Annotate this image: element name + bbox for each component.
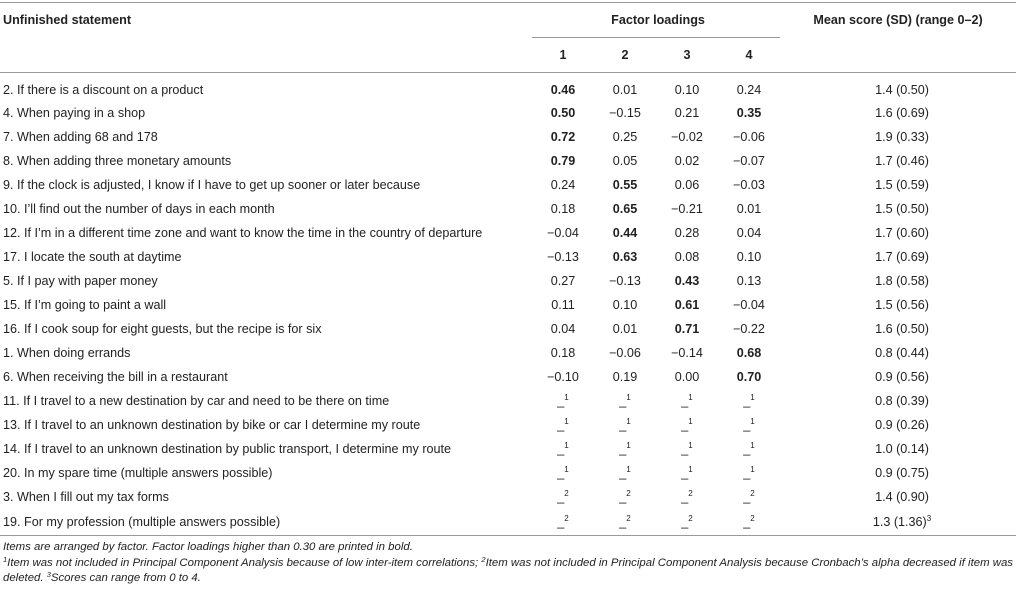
factor-2-loading-cell: _$^2$: [619, 489, 631, 504]
factor-4-loading-cell: −0.07: [733, 154, 765, 168]
factor-2-loading-cell: _$^1$: [619, 441, 631, 456]
factor-3-loading-cell: 0.02: [674, 154, 700, 168]
table-row: [0, 125, 1016, 149]
mean-score-cell: 1.6 (0.69): [875, 106, 929, 120]
statement-cell: 12. If I’m in a different time zone and want to know the time in the country of departure: [3, 226, 483, 240]
factor-2-loading-cell: −0.06: [609, 346, 641, 360]
factor-4-loading-cell: 0.04: [736, 226, 762, 240]
factor-1-loading-cell: 0.18: [550, 202, 576, 216]
factor-3-loading-cell: 0.71: [674, 322, 700, 336]
statement-cell: 5. If I pay with paper money: [3, 274, 158, 288]
factor-1-loading-cell: _$^1$: [557, 417, 569, 432]
statement-cell: 17. I locate the south at daytime: [3, 250, 182, 264]
footnote-items: $^1$Item was not included in Principal Component Analysis because of low inter-item correlations; $^2$Item was not included in Principal Component Analysis because Cronbach’s alpha decreased if item was deleted. $^3$Scores can range from 0 to 4.: [3, 554, 1013, 584]
statement-column-header: Unfinished statement: [0, 3, 532, 38]
factor-1-loading-cell: 0.11: [551, 298, 575, 312]
factor-3-loading-cell: 0.10: [674, 83, 700, 97]
factor-1-loading-cell: _$^1$: [557, 441, 569, 456]
footnote-arrangement: Items are arranged by factor. Factor loadings higher than 0.30 are printed in bold.: [3, 541, 413, 553]
mean-score-cell: 1.9 (0.33): [875, 130, 929, 144]
factor-3-loading-cell: _$^1$: [681, 441, 693, 456]
factor-3-loading-cell: 0.00: [674, 370, 700, 384]
factor-4-loading-cell: _$^2$: [718, 509, 780, 536]
factor-loadings-header: Factor loadings: [532, 3, 780, 38]
statement-cell: 10. I’ll find out the number of days in each month: [3, 202, 275, 216]
statement-cell: 2. If there is a discount on a product: [3, 83, 204, 97]
mean-score-cell: 1.4 (0.90): [875, 490, 929, 504]
statement-cell: 7. When adding 68 and 178: [3, 130, 158, 144]
factor-4-loading-cell: −0.04: [733, 298, 765, 312]
table-row: [0, 245, 1016, 269]
table-row: [0, 413, 1016, 437]
statement-cell: 4. When paying in a shop: [3, 106, 146, 120]
factor-4-loading-cell: _$^1$: [743, 417, 755, 432]
statement-cell: 16. If I cook soup for eight guests, but the recipe is for six: [3, 322, 322, 336]
factor-4-loading-cell: −0.06: [733, 130, 765, 144]
table-row: [0, 101, 1016, 125]
table-row: [0, 293, 1016, 317]
factor-2-loading-cell: 0.25: [612, 130, 638, 144]
factor-3-header: 3: [656, 38, 718, 73]
factor-3-loading-cell: _$^2$: [656, 509, 718, 536]
factor-3-loading-cell: −0.02: [671, 130, 703, 144]
table-row: [0, 269, 1016, 293]
factor-1-loading-cell: 0.27: [550, 274, 576, 288]
statement-cell: 11. If I travel to a new destination by car and need to be there on time: [3, 394, 390, 408]
mean-score-cell: 1.8 (0.58): [875, 274, 929, 288]
table-row: [0, 389, 1016, 413]
statement-cell: 9. If the clock is adjusted, I know if I have to get up sooner or later because: [3, 178, 421, 192]
factor-2-loading-cell: −0.15: [609, 106, 641, 120]
factor-3-loading-cell: 0.28: [674, 226, 700, 240]
factor-1-loading-cell: −0.04: [547, 226, 579, 240]
factor-1-loading-cell: −0.13: [547, 250, 579, 264]
factor-4-loading-cell: 0.35: [736, 106, 762, 120]
factor-3-loading-cell: 0.08: [674, 250, 700, 264]
mean-score-cell: 1.7 (0.69): [875, 250, 929, 264]
mean-score-cell: 1.4 (0.50): [875, 83, 929, 97]
factor-4-loading-cell: 0.13: [736, 274, 762, 288]
mean-score-column-header: Mean score (SD) (range 0–2): [780, 3, 1016, 38]
mean-score-cell: 0.9 (0.75): [875, 466, 929, 480]
factor-2-loading-cell: _$^1$: [619, 393, 631, 408]
factor-1-loading-cell: −0.10: [547, 370, 579, 384]
factor-2-loading-cell: 0.63: [612, 250, 638, 264]
factor-1-loading-cell: 0.24: [550, 178, 576, 192]
factor-2-loading-cell: 0.01: [612, 83, 638, 97]
table-row: [0, 173, 1016, 197]
statement-cell: 1. When doing errands: [3, 346, 131, 360]
factor-2-loading-cell: _$^1$: [619, 465, 631, 480]
table-body: [0, 73, 1016, 536]
table-row: [0, 197, 1016, 221]
factor-loadings-table: [0, 2, 1016, 536]
mean-score-cell: 0.8 (0.39): [875, 394, 929, 408]
header-spacer: [0, 38, 532, 73]
factor-4-loading-cell: 0.68: [736, 346, 762, 360]
mean-score-cell: 1.5 (0.50): [875, 202, 929, 216]
factor-2-loading-cell: 0.19: [612, 370, 638, 384]
statement-cell: 8. When adding three monetary amounts: [3, 154, 232, 168]
mean-score-cell: 0.9 (0.56): [875, 370, 929, 384]
factor-3-loading-cell: 0.21: [674, 106, 700, 120]
header-spacer: [780, 38, 1016, 73]
table-row: [0, 341, 1016, 365]
factor-1-loading-cell: 0.18: [550, 346, 576, 360]
factor-3-loading-cell: _$^1$: [681, 417, 693, 432]
factor-4-loading-cell: −0.03: [733, 178, 765, 192]
factor-1-loading-cell: _$^2$: [532, 509, 594, 536]
statement-cell: 13. If I travel to an unknown destination by bike or car I determine my route: [3, 418, 421, 432]
statement-cell: 3. When I fill out my tax forms: [3, 490, 169, 504]
factor-1-loading-cell: 0.46: [550, 83, 576, 97]
table-row: [0, 485, 1016, 509]
factor-1-loading-cell: _$^1$: [557, 393, 569, 408]
factor-2-loading-cell: −0.13: [609, 274, 641, 288]
factor-1-loading-cell: 0.04: [550, 322, 576, 336]
factor-3-loading-cell: 0.43: [674, 274, 700, 288]
factor-4-loading-cell: _$^1$: [743, 393, 755, 408]
factor-4-loading-cell: 0.24: [736, 83, 762, 97]
factor-2-header: 2: [594, 38, 656, 73]
mean-score-cell: 1.7 (0.46): [875, 154, 929, 168]
factor-2-loading-cell: _$^1$: [619, 417, 631, 432]
factor-4-loading-cell: _$^1$: [743, 441, 755, 456]
table-row: [0, 437, 1016, 461]
mean-score-cell: 1.6 (0.50): [875, 322, 929, 336]
factor-1-loading-cell: 0.79: [550, 154, 576, 168]
factor-2-loading-cell: 0.10: [612, 298, 638, 312]
factor-3-loading-cell: _$^1$: [681, 393, 693, 408]
mean-score-cell: 0.9 (0.26): [875, 418, 929, 432]
factor-4-loading-cell: 0.01: [736, 202, 762, 216]
factor-4-loading-cell: 0.10: [736, 250, 762, 264]
mean-score-cell: 0.8 (0.44): [875, 346, 929, 360]
factor-4-loading-cell: _$^2$: [743, 489, 755, 504]
statement-cell: 15. If I’m going to paint a wall: [3, 298, 167, 312]
table-footnotes: [3, 540, 1013, 587]
table-row: [0, 149, 1016, 173]
factor-2-loading-cell: 0.05: [612, 154, 638, 168]
factor-3-loading-cell: −0.21: [671, 202, 703, 216]
factor-3-loading-cell: 0.06: [674, 178, 700, 192]
factor-4-loading-cell: 0.70: [736, 370, 762, 384]
mean-score-cell: 1.5 (0.56): [875, 298, 929, 312]
factor-3-loading-cell: _$^2$: [681, 489, 693, 504]
factor-4-loading-cell: _$^1$: [743, 465, 755, 480]
factor-1-loading-cell: _$^1$: [557, 465, 569, 480]
factor-1-loading-cell: 0.50: [550, 106, 576, 120]
factor-2-loading-cell: 0.44: [612, 226, 638, 240]
table-row: [0, 317, 1016, 341]
mean-score-cell: 1.7 (0.60): [875, 226, 929, 240]
factor-3-loading-cell: _$^1$: [681, 465, 693, 480]
factor-1-loading-cell: 0.72: [550, 130, 576, 144]
factor-2-loading-cell: 0.01: [612, 322, 638, 336]
factor-3-loading-cell: 0.61: [674, 298, 700, 312]
statement-cell: 6. When receiving the bill in a restaurant: [3, 370, 228, 384]
mean-score-cell: 1.0 (0.14): [875, 442, 929, 456]
statement-cell: 19. For my profession (multiple answers possible): [0, 509, 532, 536]
factor-2-loading-cell: _$^2$: [594, 509, 656, 536]
mean-score-cell: 1.3 $(1.36)^3$: [780, 509, 1016, 536]
table-row: [0, 461, 1016, 485]
table-row: [0, 73, 1016, 102]
table-row: [0, 365, 1016, 389]
factor-1-header: 1: [532, 38, 594, 73]
factor-1-loading-cell: _$^2$: [557, 489, 569, 504]
factor-3-loading-cell: −0.14: [671, 346, 703, 360]
table-row: [0, 509, 1016, 536]
factor-2-loading-cell: 0.55: [612, 178, 638, 192]
statement-cell: 14. If I travel to an unknown destination by public transport, I determine my route: [3, 442, 452, 456]
mean-score-cell: 1.5 (0.59): [875, 178, 929, 192]
factor-4-loading-cell: −0.22: [733, 322, 765, 336]
table-row: [0, 221, 1016, 245]
factor-2-loading-cell: 0.65: [612, 202, 638, 216]
factor-4-header: 4: [718, 38, 780, 73]
statement-cell: 20. In my spare time (multiple answers possible): [3, 466, 273, 480]
